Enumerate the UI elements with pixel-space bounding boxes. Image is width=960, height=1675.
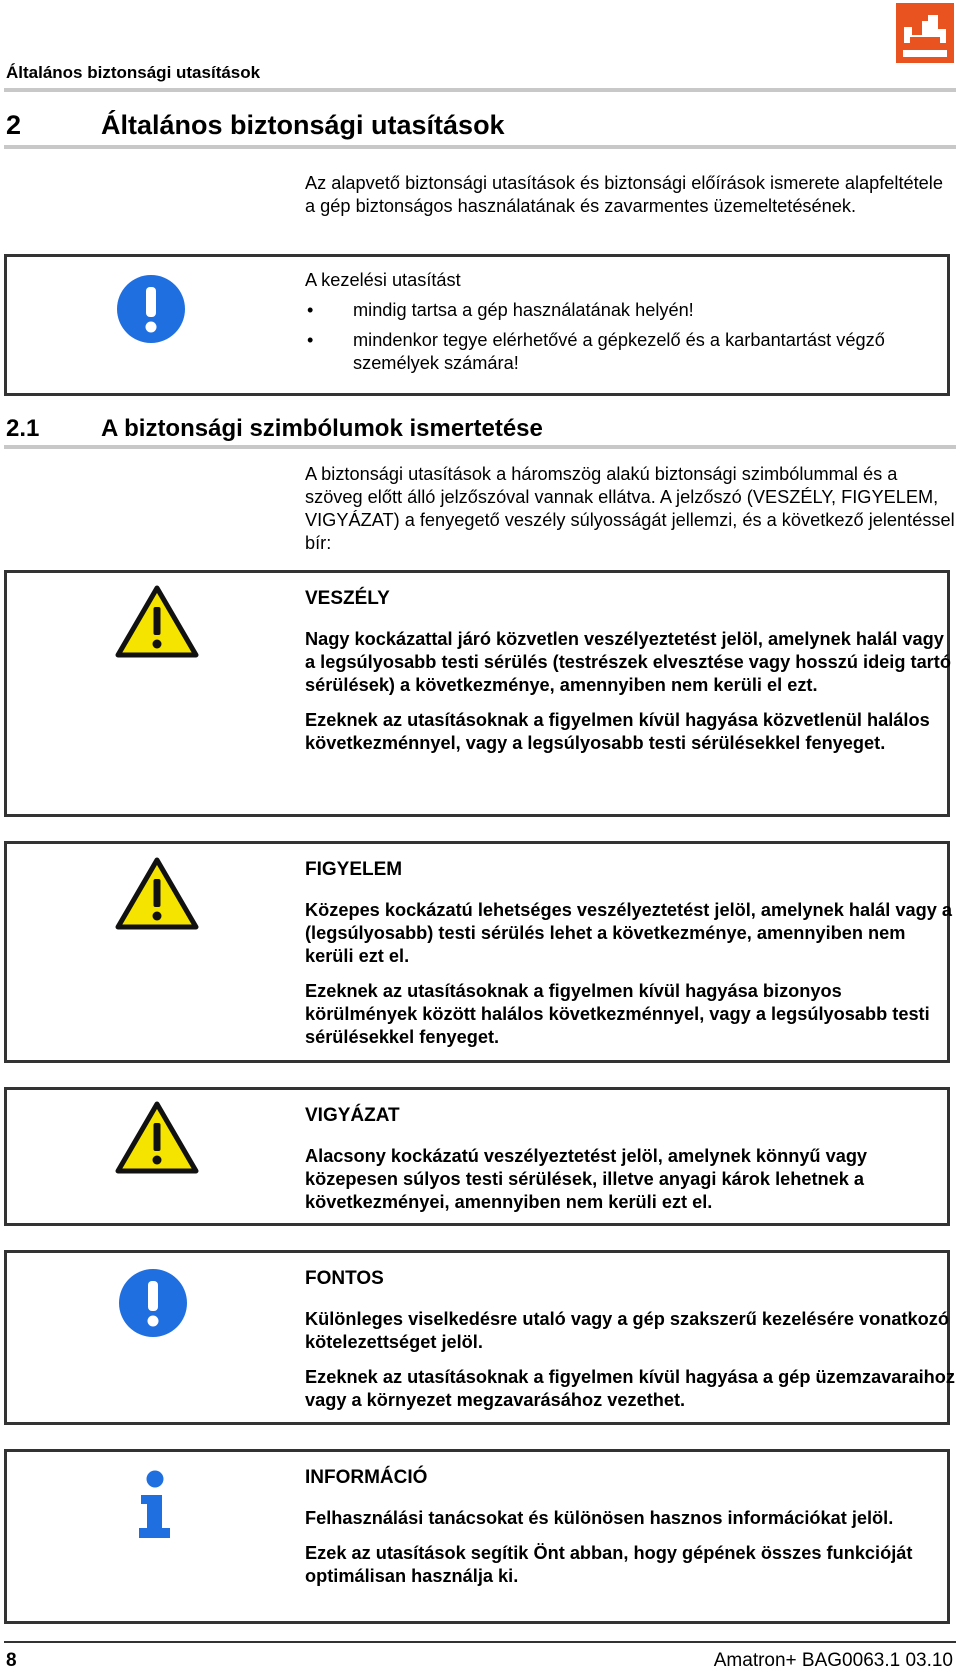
- warning-triangle-icon: [115, 857, 199, 931]
- chapter-intro: Az alapvető biztonsági utasítások és biztonsági előírások ismerete alapfeltétele a gép biztonságos használatának és zavarmentes üzemeltetésének.: [305, 173, 943, 216]
- running-header-title: Általános biztonsági utasítások: [6, 63, 261, 82]
- warning-triangle-icon: [115, 585, 199, 659]
- document-id: Amatron+ BAG0063.1 03.10: [713, 1650, 953, 1671]
- signal-box-paragraph: Alacsony kockázatú veszélyeztetést jelöl, amelynek könnyű vagy közepesen súlyos testi sérülések, illetve anyagi károk lehetnek a következményei, amennyiben nem kerüli ezt el.: [305, 1146, 868, 1212]
- signal-box-paragraph: Ezek az utasítások segítik Önt abban, hogy gépének összes funkcióját optimálisan használja ki.: [305, 1543, 913, 1586]
- signal-box-information: [4, 1449, 950, 1624]
- chapter-heading-rule: [4, 145, 956, 149]
- info-icon: [135, 1470, 175, 1540]
- signal-box-danger: [4, 570, 950, 817]
- amazone-logo-mark: [896, 3, 954, 63]
- signal-box-paragraph: Különleges viselkedésre utaló vagy a gép szakszerű kezelésére vonatkozó kötelezettséget jelöl.: [305, 1309, 949, 1352]
- section-title: A biztonsági szimbólumok ismertetése: [101, 415, 543, 442]
- section-intro: A biztonsági utasítások a háromszög alakú biztonsági szimbólummal és a szöveg előtt álló jelzőszóval vannak ellátva. A jelzőszó (VESZÉLY, FIGYELEM, VIGYÁZAT) a fenyegető veszély súlyosságát jellemzi, és a következő jelentéssel bír:: [305, 464, 955, 553]
- header-rule: [4, 88, 956, 92]
- signal-box-paragraph: Ezeknek az utasításoknak a figyelmen kívül hagyása a gép üzemzavaraihoz vagy a környezet megzavarásához vezethet.: [305, 1367, 955, 1410]
- page-number: 8: [6, 1650, 17, 1671]
- manual-notice-text: [305, 269, 955, 375]
- signal-word-caution: VIGYÁZAT: [305, 1105, 400, 1126]
- signal-box-paragraph: Ezeknek az utasításoknak a figyelmen kívül hagyása közvetlenül halálos következménnyel, vagy a legsúlyosabb testi sérülésekkel fenyeget.: [305, 710, 930, 753]
- section-heading-rule: [4, 445, 956, 449]
- manual-notice-box: [4, 254, 950, 396]
- list-item: • mindig tartsa a gép használatának helyén!: [305, 299, 955, 322]
- list-item: • mindenkor tegye elérhetővé a gépkezelő és a karbantartást végző személyek számára!: [305, 329, 955, 375]
- manual-notice-list: [305, 299, 955, 375]
- signal-box-paragraph: Közepes kockázatú lehetséges veszélyeztetést jelöl, amelynek halál vagy a (legsúlyosabb) testi sérülés lehet a következménye, amennyiben nem kerüli ezt el.: [305, 900, 952, 966]
- signal-box-information-text: [305, 1466, 955, 1600]
- signal-box-warning-text: [305, 858, 955, 1061]
- signal-word-danger: VESZÉLY: [305, 588, 390, 609]
- manual-notice-lead: A kezelési utasítást: [305, 270, 461, 290]
- signal-box-paragraph: Nagy kockázattal járó közvetlen veszélyeztetést jelöl, amelynek halál vagy a legsúlyosabb testi sérülés (testrészek elvesztése vagy hosszú ideig tartó sérülések) a következménye, amennyiben nem kerüli el ezt.: [305, 629, 951, 695]
- signal-box-important-text: [305, 1267, 955, 1424]
- signal-box-warning: [4, 841, 950, 1063]
- signal-box-paragraph: Ezeknek az utasításoknak a figyelmen kívül hagyása bizonyos körülmények között halálos következménnyel, vagy a legsúlyosabb testi sérülésekkel fenyeget.: [305, 981, 930, 1047]
- section-number: 2.1: [6, 415, 40, 442]
- signal-box-danger-text: [305, 587, 955, 767]
- signal-box-caution-text: [305, 1104, 955, 1226]
- chapter-title: Általános biztonsági utasítások: [101, 110, 505, 140]
- signal-box-important: [4, 1250, 955, 1425]
- chapter-number: 2: [6, 110, 22, 140]
- signal-word-important: FONTOS: [305, 1268, 384, 1289]
- signal-word-warning: FIGYELEM: [305, 859, 403, 880]
- amazone-logo: [896, 3, 954, 63]
- signal-word-information: INFORMÁCIÓ: [305, 1467, 428, 1488]
- exclamation-circle-icon: [118, 1268, 188, 1338]
- signal-box-paragraph: Felhasználási tanácsokat és különösen hasznos információkat jelöl.: [305, 1508, 894, 1528]
- signal-box-caution: [4, 1087, 950, 1226]
- exclamation-circle-icon: [116, 274, 186, 344]
- warning-triangle-icon: [115, 1101, 199, 1175]
- footer-rule: [4, 1641, 956, 1643]
